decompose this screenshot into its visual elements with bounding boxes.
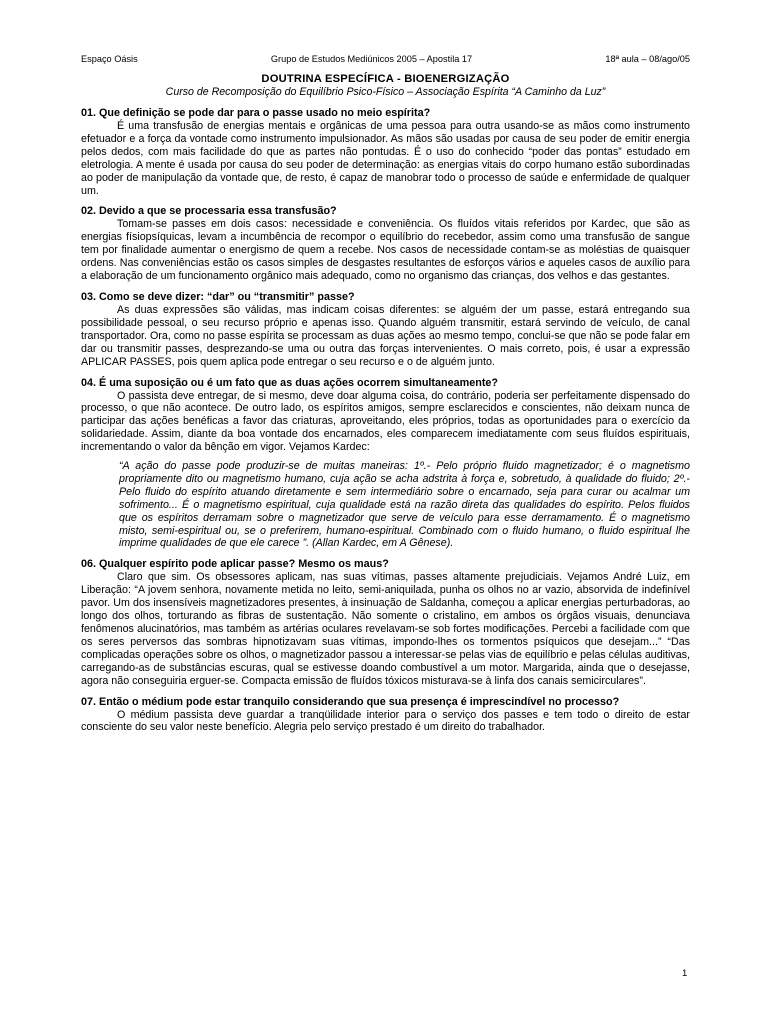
document-page [81, 52, 690, 734]
question-heading: 03. Como se deve dizer: “dar” ou “transmitir” passe? [81, 290, 355, 303]
section-07 [81, 696, 690, 735]
question-heading: 07. Então o médium pode estar tranquilo considerando que sua presença é imprescindível no processo? [81, 695, 620, 708]
answer-paragraph: As duas expressões são válidas, mas indicam coisas diferentes: se alguém der um passe, estará entregando sua possibilidade pessoal, o seu recurso próprio e apenas isso. Quando alguém transmitir, estará servindo de veículo, de canal transportador. Ora, como no passe espírita se processam as duas ações ao mesmo tempo, conclui-se que não se pode falar em dar ou transmitir passes, desprezando-se uma ou outra das forças intervenientes. O mais correto, pois, é usar a expressão APLICAR PASSES, pois quem aplica pode entregar o seu recurso e o de alguém junto. [81, 303, 690, 368]
page-number: 1 [682, 968, 688, 979]
document-subtitle: Curso de Recomposição do Equilíbrio Psico-Físico – Associação Espírita “A Caminho da Luz” [165, 86, 606, 98]
question-heading: 01. Que definição se pode dar para o passe usado no meio espírita? [81, 107, 431, 119]
answer-paragraph: Claro que sim. Os obsessores aplicam, nas suas vítimas, passes altamente prejudiciais. Vejamos André Luiz, em Liberação: “A jovem senhora, novamente metida no leito, semi-aniquilada, punha os olhos no ar vazio, absorvida de indefinível pavor. Um dos insensíveis magnetizadores presentes, à insinuação de Saldanha, começou a aplicar energias perturbadoras, ao longo dos olhos, torturando as fibras de sustentação. Não somente o cristalino, em ambos os órgãos visuais, denunciava fenômenos alucinatórios, mas também as artérias oculares revelavam-se sob fortes modificações. Percebi a facilidade com que os seres perversos das sombras hipnotizavam suas vítimas, impondo-lhes os tormentos psíquicos que desejam...” “Das complicadas operações sobre os olhos, o magnetizador passou a interessar-se pelas vias de equilíbrio e pelas células auditivas, carregando-as de substâncias escuras, qual se estivesse doando combustível a um motor. Margarida, ainda que o desejasse, agora não conseguiria erguer-se. Compacta emissão de fluídos tóxicos misturava-se à linfa dos canais semicirculares”. [81, 571, 690, 687]
header-center: Grupo de Estudos Mediúnicos 2005 – Apostila 17 [270, 54, 473, 64]
question-heading: 04. É uma suposição ou é um fato que as duas ações ocorrem simultaneamente? [81, 376, 499, 389]
section-06 [81, 558, 690, 687]
section-02 [81, 205, 690, 283]
kardec-quote: “A ação do passe pode produzir-se de muitas maneiras: 1º.- Pelo próprio fluido magnetizador; é o magnetismo propriamente dito ou magnetismo humano, cuja ação se acha adstrita à força e, sobretudo, à qualidade do fluido; 2º.- Pelo fluido do espírito atuando diretamente e sem intermediário sobre o encarnado, seja para curar ou acalmar um sofrimento... É o magnetismo espiritual, cuja qualidade está na razão direta das qualidades do espírito. Pelos fluidos que os espíritos derramam sobre o magnetizador que serve de veículo para esse derramamento. É o magnetismo misto, semi-espiritual ou, se o preferirem, humano-espiritual. Combinado com o fluido humano, o fluido espiritual lhe imprime qualidades de que ele carece ”. (Allan Kardec, em A Gênese). [119, 460, 690, 550]
answer-paragraph: O médium passista deve guardar a tranqüilidade interior para o serviço dos passes e tem todo o direito de estar consciente do seu valor neste benefício. Alegria pelo serviço prestado é um direito do trabalhador. [81, 708, 690, 734]
answer-paragraph: Tomam-se passes em dois casos: necessidade e conveniência. Os fluídos vitais referidos por Kardec, que são as energias físiopsíquicas, levam a incumbência de recompor o equilíbrio do recebedor, assim como uma transfusão de sangue tem por finalidade aumentar o energismo de quem a recebe. Nos casos de necessidade contam-se as moléstias de quaisquer ordens. Nas conveniências estão os casos simples de desgastes resultantes de esforços vários e aqueles casos de auxílio para a elaboração de um funcionamento orgânico mais adequado, como no organismo das crianças, dos velhos e das gestantes. [81, 218, 690, 283]
question-heading: 02. Devido a que se processaria essa transfusão? [81, 205, 337, 218]
header-left: Espaço Oásis [81, 54, 138, 64]
answer-paragraph: É uma transfusão de energias mentais e orgânicas de uma pessoa para outra usando-se as mãos como instrumento efetuador e a força da vontade como instrumento impulsionador. As mãos são usadas por causa de seu poder de emitir energia pelos dedos, com mais facilidade do que as partes não pontudas. É o uso do conhecido “poder das pontas” estudado em eletrologia. A mente é usada por causa do seu poder de determinação: as energias vitais do corpo humano estão subordinadas ao poder de manipulação da vontade que, de resto, é capaz de manobrar todo o processo de saúde e enfermidade de qualquer um. [81, 120, 690, 197]
section-03 [81, 291, 690, 369]
running-header [81, 52, 690, 66]
section-04 [81, 377, 690, 551]
header-right: 18ª aula – 08/ago/05 [605, 54, 690, 64]
answer-paragraph: O passista deve entregar, de si mesmo, deve doar alguma coisa, do contrário, poderia ser perfeitamente dispensado do processo, o que não acontece. De outro lado, os espíritos amigos, sempre esclarecidos e conscientes, não deixam nunca de participar das ações benéficas a favor das criaturas, aproveitando, eles próprios, todas as oportunidades para o exercício da solidariedade. Assim, diante da boa vontade dos encarnados, eles comparecem imediatamente com seus fluídos espirituais, incrementando o valor da bênção em vigor. Vejamos Kardec: [81, 389, 690, 454]
document-title: DOUTRINA ESPECÍFICA - BIOENERGIZAÇÃO [261, 73, 510, 85]
question-heading: 06. Qualquer espírito pode aplicar passe? Mesmo os maus? [81, 558, 389, 571]
section-01 [81, 107, 690, 197]
